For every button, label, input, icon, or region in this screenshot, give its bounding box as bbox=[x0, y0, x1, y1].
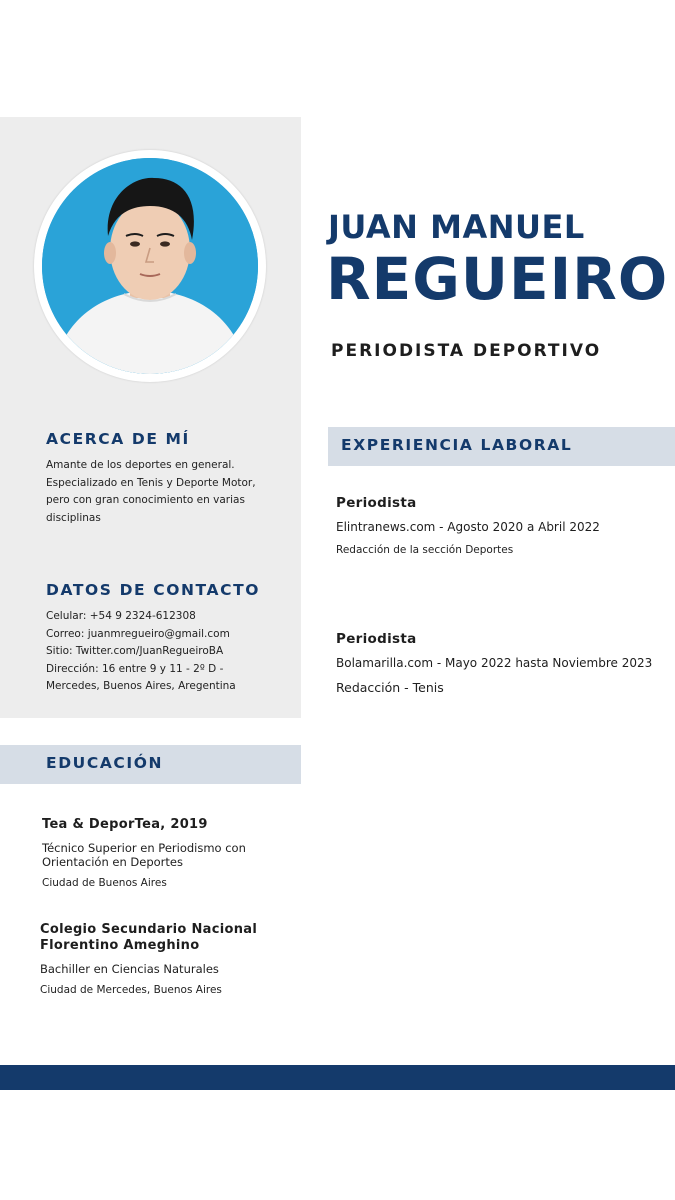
first-name: JUAN MANUEL bbox=[328, 208, 585, 246]
job-role: PERIODISTA DEPORTIVO bbox=[331, 341, 602, 361]
job-1-description: Redacción de la sección Deportes bbox=[336, 544, 514, 556]
edu-1-institution: Tea & DeporTea, 2019 bbox=[42, 817, 208, 832]
about-line: Amante de los deportes en general. bbox=[46, 459, 235, 471]
contact-phone: Celular: +54 9 2324-612308 bbox=[46, 610, 196, 622]
about-line: pero con gran conocimiento en varias bbox=[46, 494, 245, 506]
last-name: REGUEIRO bbox=[326, 245, 669, 313]
job-1-company: Elintranews.com - Agosto 2020 a Abril 2022 bbox=[336, 520, 600, 534]
job-1-title: Periodista bbox=[336, 495, 417, 511]
about-title: ACERCA DE MÍ bbox=[46, 430, 190, 448]
contact-email: Correo: juanmregueiro@gmail.com bbox=[46, 627, 230, 640]
experience-title: EXPERIENCIA LABORAL bbox=[341, 436, 573, 454]
edu-1-location: Ciudad de Buenos Aires bbox=[42, 877, 167, 889]
edu-2-degree: Bachiller en Ciencias Naturales bbox=[40, 962, 219, 976]
contact-site: Sitio: Twitter.com/JuanRegueiroBA bbox=[46, 645, 224, 657]
contact-details bbox=[46, 608, 296, 696]
contact-address-city: Mercedes, Buenos Aires, Aregentina bbox=[46, 680, 236, 692]
profile-photo bbox=[42, 158, 258, 374]
edu-2-location: Ciudad de Mercedes, Buenos Aires bbox=[40, 984, 222, 996]
education-title: EDUCACIÓN bbox=[46, 754, 164, 772]
job-2-description: Redacción - Tenis bbox=[336, 680, 444, 695]
person-portrait-icon bbox=[42, 158, 258, 374]
about-text bbox=[46, 457, 286, 527]
about-line: Especializado en Tenis y Deporte Motor, bbox=[46, 476, 256, 489]
edu-1-degree: Técnico Superior en Periodismo con Orientación en Deportes bbox=[42, 841, 246, 869]
job-2-company: Bolamarilla.com - Mayo 2022 hasta Noviembre 2023 bbox=[336, 656, 653, 670]
about-line: disciplinas bbox=[46, 511, 101, 524]
contact-title: DATOS DE CONTACTO bbox=[46, 581, 261, 599]
edu-2-institution: Colegio Secundario Nacional Florentino Ameghino bbox=[40, 922, 258, 953]
footer-bar bbox=[0, 1065, 675, 1090]
job-2-title: Periodista bbox=[336, 631, 417, 647]
contact-address: Dirección: 16 entre 9 y 11 - 2º D - bbox=[46, 662, 224, 675]
